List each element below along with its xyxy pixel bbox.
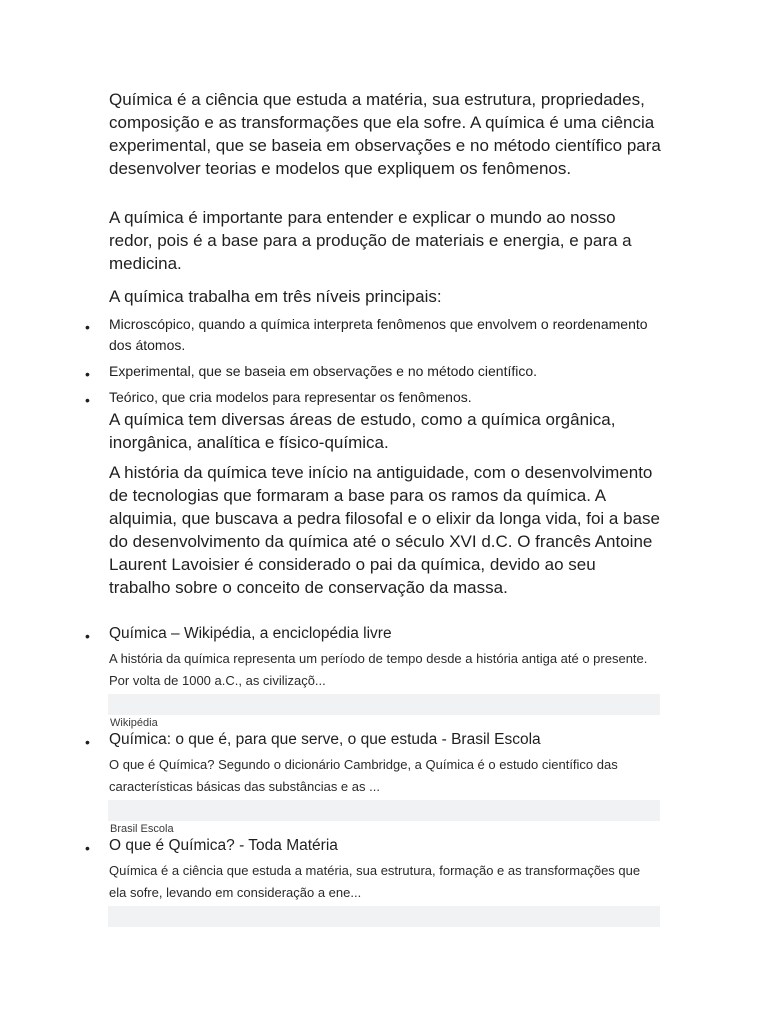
- result-title-link[interactable]: Química: o que é, para que serve, o que estuda - Brasil Escola: [109, 731, 541, 748]
- result-divider: [108, 694, 660, 715]
- bullet-icon: •: [85, 734, 90, 750]
- result-snippet: O que é Química? Segundo o dicionário Cambridge, a Química é o estudo científico das características básicas das substâncias e as ...: [109, 757, 618, 794]
- intro-paragraph-1: Química é a ciência que estuda a matéria, sua estrutura, propriedades, composição e as transformações que ela sofre. A química é uma ciência experimental, que se baseia em observações e no método científico para desenvolver teorias e modelos que expliquem os fenômenos.: [109, 90, 661, 178]
- result-source[interactable]: Wikipédia: [110, 717, 158, 729]
- result-snippet: A história da química representa um período de tempo desde a história antiga até o presente. Por volta de 1000 a.C., as civilizaçõ...: [109, 651, 648, 688]
- intro-paragraph-3: A química trabalha em três níveis principais:: [109, 287, 442, 306]
- bullet-icon: •: [85, 319, 90, 335]
- bullet-icon: •: [85, 392, 90, 408]
- bullet-icon: •: [85, 840, 90, 856]
- bullet-icon: •: [85, 628, 90, 644]
- result-title-link[interactable]: O que é Química? - Toda Matéria: [109, 837, 338, 854]
- result-title-link[interactable]: Química – Wikipédia, a enciclopédia livre: [109, 625, 392, 642]
- level-experimental: Experimental, que se baseia em observações e no método científico.: [109, 363, 538, 379]
- bullet-icon: •: [85, 366, 90, 382]
- intro-paragraph-2: A química é importante para entender e explicar o mundo ao nosso redor, pois é a base para a produção de materiais e energia, e para a medicina.: [109, 208, 632, 273]
- result-source[interactable]: Brasil Escola: [110, 823, 174, 835]
- result-snippet: Química é a ciência que estuda a matéria, sua estrutura, formação e as transformações que ela sofre, levando em consideração a ene...: [109, 863, 641, 900]
- result-divider: [108, 800, 660, 821]
- body-paragraph-5: A história da química teve início na antiguidade, com o desenvolvimento de tecnologias que formaram a base para os ramos da química. A alquimia, que buscava a pedra filosofal e o elixir da longa vida, foi a base do desenvolvimento da química até o século XVI d.C. O francês Antoine Laurent Lavoisier é considerado o pai da química, devido ao seu trabalho sobre o conceito de conservação da massa.: [109, 463, 660, 597]
- result-divider: [108, 906, 660, 927]
- level-theoretical: Teórico, que cria modelos para representar os fenômenos.: [109, 389, 472, 405]
- body-paragraph-4: A química tem diversas áreas de estudo, como a química orgânica, inorgânica, analítica e físico-química.: [109, 410, 616, 452]
- level-microscopic: Microscópico, quando a química interpreta fenômenos que envolvem o reordenamento dos átomos.: [109, 316, 648, 353]
